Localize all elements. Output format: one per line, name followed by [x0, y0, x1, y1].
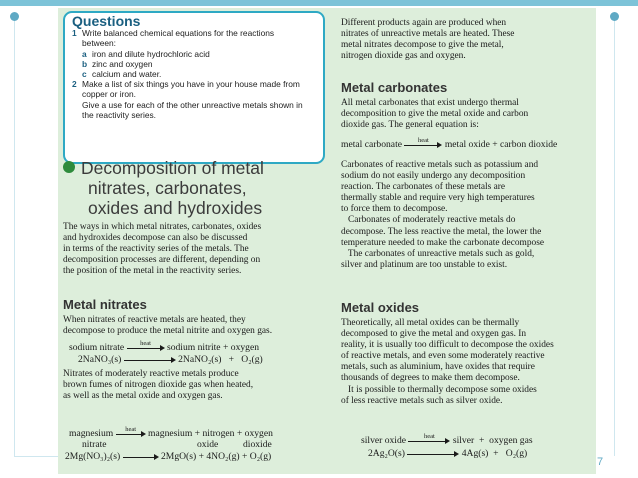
oxides-heading: Metal oxides: [341, 300, 420, 315]
silver-equation-words: [361, 435, 533, 446]
question-number: 2: [72, 79, 77, 90]
bullet-icon: [63, 161, 75, 173]
eq-term: magnesium + nitrogen + oxygen: [148, 428, 273, 439]
text-line: dioxide gas. The general equation is:: [341, 120, 479, 131]
text-line: When nitrates of reactive metals are heated, they: [63, 315, 246, 325]
text-line: thermally stable and require very high temperatures: [341, 193, 535, 204]
text-line: the position of the metal in the reactivity series.: [63, 266, 242, 277]
nitrates-paragraph: [63, 315, 335, 337]
text-line: decomposed to give the metal and oxygen gas. In: [341, 329, 527, 340]
item-letter: b: [82, 58, 88, 69]
eq-formula: 2MgO(s) + 4NO₂(g) + O₂(g): [161, 451, 272, 462]
right-intro-paragraph: [341, 18, 595, 62]
text-line: Theoretically, all metal oxides can be thermally: [341, 318, 520, 328]
question-text: Write balanced chemical equations for the reactions: [82, 28, 275, 39]
questions-title: Questions: [72, 13, 141, 29]
magnesium-equation-formula: [65, 451, 271, 462]
textbook-page: [58, 8, 596, 474]
eq-term: nitrate: [82, 439, 107, 450]
eq-term: oxygen: [230, 342, 260, 353]
text-line: decompose to produce the metal nitrite and oxygen gas.: [63, 326, 273, 337]
page-number: 7: [597, 456, 604, 468]
arrow-icon: [124, 354, 176, 365]
text-line: silver and platinum are too unstable to exist.: [341, 259, 508, 270]
text-line: temperature needed to make the carbonate decompose: [341, 237, 545, 248]
eq-term: sodium nitrate: [69, 342, 125, 353]
eq-term: silver + oxygen gas: [452, 435, 533, 446]
question-text: copper or iron.: [82, 89, 136, 100]
intro-paragraph: [63, 222, 331, 277]
eq-term: oxide: [197, 439, 219, 450]
item-letter: a: [82, 48, 87, 59]
eq-formula: 4Ag(s) + O₂(g): [461, 448, 528, 459]
text-line: thousands of degrees to make them decompose.: [341, 373, 520, 384]
slide-top-bar: [0, 0, 638, 6]
questions-box: [63, 11, 325, 164]
item-letter: c: [82, 69, 87, 80]
nitrates-paragraph-2: [63, 369, 335, 402]
text-line: All metal carbonates that exist undergo thermal: [341, 98, 519, 108]
question-text: between:: [82, 38, 116, 49]
text-line: decomposition processes are different, depending on: [63, 255, 261, 266]
section-heading: [63, 158, 331, 218]
text-line: metal nitrates decompose to give the metal,: [341, 40, 504, 51]
nitrate-equation-words: [69, 342, 259, 353]
eq-term: silver oxide: [361, 435, 407, 446]
eq-term: metal oxide + carbon dioxide: [444, 139, 558, 150]
heat-arrow-icon: heat: [404, 139, 442, 150]
nitrates-heading: Metal nitrates: [63, 297, 147, 312]
item-text: zinc and oxygen: [92, 58, 153, 69]
arrow-icon: [407, 448, 459, 459]
question-item: [72, 59, 316, 69]
question-2: [72, 79, 316, 89]
text-line: decompose. The less reactive the metal, the lower the: [341, 226, 542, 237]
silver-equation-formula: [368, 448, 527, 459]
text-line: It is possible to thermally decompose some oxides: [341, 384, 537, 395]
nitrate-equation-formula: [78, 354, 263, 365]
eq-formula: O₂(g): [241, 354, 263, 365]
text-line: brown fumes of nitrogen dioxide gas when heated,: [63, 380, 254, 391]
eq-formula: 2NaNO₃(s): [78, 354, 122, 365]
carbonate-equation: [341, 139, 557, 150]
text-line: in terms of the reactivity series of the metals. The: [63, 244, 249, 255]
item-text: calcium and water.: [92, 69, 162, 80]
question-text: Make a list of six things you have in your house made from: [82, 79, 300, 90]
text-line: decomposition to give the metal oxide and carbon: [341, 109, 529, 120]
eq-formula: 2NaNO₂(s): [178, 354, 222, 365]
heading-line: Decomposition of metal: [81, 158, 264, 178]
text-line: The ways in which metal nitrates, carbonates, oxides: [63, 222, 262, 232]
magnesium-equation-words: [69, 428, 273, 439]
eq-term: metal carbonate: [341, 139, 402, 150]
oxides-paragraph: [341, 318, 596, 407]
text-line: Carbonates of reactive metals such as potassium and: [341, 160, 539, 170]
text-line: nitrogen dioxide gas and oxygen.: [341, 51, 466, 62]
carbonates-paragraph-2: [341, 160, 596, 271]
slide-frame-line: [14, 16, 15, 456]
slide-frame-dot: [10, 12, 19, 21]
text-line: of less reactive metals such as silver oxide.: [341, 395, 503, 406]
arrow-icon: [123, 451, 159, 462]
question-item: [72, 49, 316, 59]
text-line: nitrates of unreactive metals are heated. These: [341, 29, 515, 40]
text-line: The carbonates of unreactive metals such as gold,: [341, 248, 535, 259]
eq-term: sodium nitrite: [166, 342, 221, 353]
question-number: 1: [72, 28, 77, 39]
eq-term: +: [228, 354, 235, 365]
heat-arrow-icon: heat: [116, 428, 146, 439]
text-line: Nitrates of moderately reactive metals produce: [63, 369, 239, 379]
text-line: to force them to decompose.: [341, 204, 448, 215]
text-line: of reactive metals, and even some moderately reactive: [341, 351, 545, 362]
text-line: Carbonates of moderately reactive metals do: [341, 215, 516, 226]
heading-line: nitrates, carbonates,: [88, 178, 247, 198]
heat-arrow-icon: heat: [408, 435, 450, 446]
heading-line: oxides and hydroxides: [88, 198, 263, 218]
eq-term: dioxide: [243, 439, 272, 450]
question-text: Give a use for each of the other unreactive metals shown in: [82, 99, 303, 110]
carbonates-heading: Metal carbonates: [341, 80, 448, 95]
eq-term: magnesium: [69, 428, 114, 439]
text-line: metals, such as aluminium, have oxides that require: [341, 362, 535, 373]
text-line: as well as the metal oxide and oxygen gas.: [63, 391, 223, 402]
heat-arrow-icon: heat: [127, 342, 165, 353]
question-item: [72, 69, 316, 79]
eq-formula: 2Ag₂O(s): [368, 448, 405, 459]
text-line: and hydroxides decompose can also be discussed: [63, 233, 248, 244]
text-line: reaction. The carbonates of these metals are: [341, 182, 506, 193]
slide-frame-line: [614, 16, 615, 456]
text-line: sodium do not easily undergo any decomposition: [341, 171, 526, 182]
question-text: the reactivity series.: [82, 109, 157, 120]
question-1: [72, 28, 316, 38]
eq-formula: 2Mg(NO₃)₂(s): [65, 451, 121, 462]
text-line: Different products again are produced when: [341, 18, 507, 28]
text-line: reality, it is usually too difficult to decompose the oxides: [341, 340, 554, 351]
slide-frame-dot: [610, 12, 619, 21]
carbonates-paragraph: [341, 98, 595, 131]
eq-term: +: [222, 342, 229, 353]
item-text: iron and dilute hydrochloric acid: [92, 48, 210, 59]
